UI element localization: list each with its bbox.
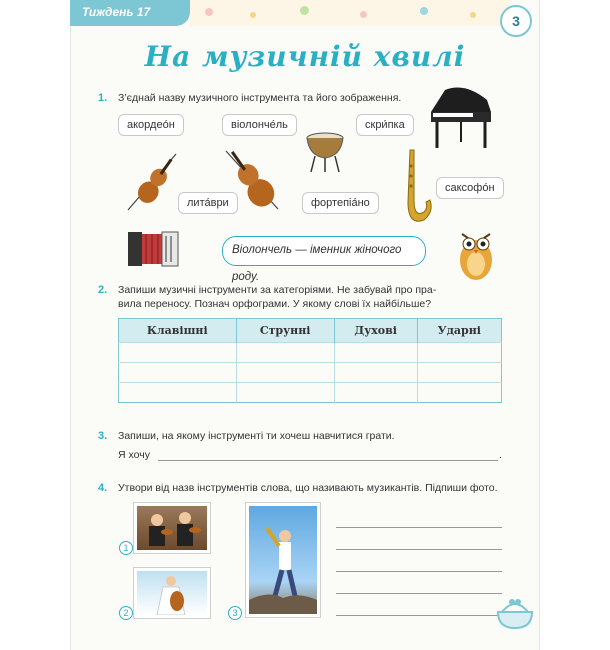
answer-line[interactable] bbox=[336, 562, 502, 572]
task2-number: 2. bbox=[98, 284, 108, 296]
table-header-row bbox=[119, 319, 502, 343]
violin-icon[interactable] bbox=[122, 150, 182, 214]
photo-saxophonist bbox=[246, 503, 320, 617]
word-piano[interactable]: фортепіа́но bbox=[302, 192, 379, 214]
table-cell[interactable] bbox=[119, 383, 237, 403]
table-cell[interactable] bbox=[236, 363, 334, 383]
decor-dot bbox=[360, 11, 367, 18]
page-title: На музичній хвилі bbox=[144, 40, 466, 73]
answer-line[interactable] bbox=[336, 540, 502, 550]
accordion-icon[interactable] bbox=[126, 226, 180, 270]
photo-label-3: 3 bbox=[228, 606, 242, 620]
word-violin[interactable]: скри́пка bbox=[356, 114, 414, 136]
answer-line[interactable] bbox=[336, 518, 502, 528]
word-cello[interactable]: віолонче́ль bbox=[222, 114, 297, 136]
category-table bbox=[118, 318, 502, 403]
table-cell[interactable] bbox=[236, 383, 334, 403]
timpani-icon[interactable] bbox=[303, 128, 347, 174]
photo-cellist bbox=[134, 568, 210, 618]
word-accordion[interactable]: акордеóн bbox=[118, 114, 184, 136]
purse-icon bbox=[492, 592, 538, 632]
decor-dot bbox=[250, 12, 256, 18]
cellist-illustration bbox=[137, 571, 207, 615]
col-strings: Струнні bbox=[236, 319, 334, 343]
page-number: 3 bbox=[500, 5, 532, 37]
violinists-illustration bbox=[137, 506, 207, 550]
col-percussion: Ударні bbox=[417, 319, 501, 343]
saxophonist-illustration bbox=[249, 506, 317, 614]
table-cell[interactable] bbox=[334, 343, 417, 363]
task4-text: Утвори від назв інструментів слова, що називають музикантів. Підпиши фото. bbox=[118, 482, 498, 494]
word-timpani[interactable]: лита́ври bbox=[178, 192, 238, 214]
table-cell[interactable] bbox=[417, 363, 501, 383]
table-cell[interactable] bbox=[236, 343, 334, 363]
photo-label-1: 1 bbox=[119, 541, 133, 555]
photo-violinists bbox=[134, 503, 210, 553]
saxophone-icon[interactable] bbox=[396, 146, 432, 226]
table-cell[interactable] bbox=[119, 343, 237, 363]
task3-prompt: Я хочу bbox=[118, 449, 150, 461]
table-cell[interactable] bbox=[334, 383, 417, 403]
col-keyboard: Клавішні bbox=[119, 319, 237, 343]
answer-line[interactable] bbox=[158, 448, 498, 461]
decor-dot bbox=[470, 12, 476, 18]
task1-number: 1. bbox=[98, 92, 108, 104]
table-cell[interactable] bbox=[119, 363, 237, 383]
task2-text-line1: Запиши музичні інструменти за категоріями. Не забувай про пра- bbox=[118, 284, 437, 296]
task3-text: Запиши, на якому інструменті ти хочеш навчитися грати. bbox=[118, 430, 395, 442]
task4-number: 4. bbox=[98, 482, 108, 494]
task3-end: . bbox=[499, 449, 502, 461]
col-wind: Духові bbox=[334, 319, 417, 343]
answer-line[interactable] bbox=[336, 584, 502, 594]
owl-icon bbox=[456, 224, 496, 284]
week-label: Тиждень 17 bbox=[82, 5, 151, 19]
table-row bbox=[119, 383, 502, 403]
task3-number: 3. bbox=[98, 430, 108, 442]
grammar-note: Віолончель — іменник жіночого роду. bbox=[222, 236, 426, 266]
table-cell[interactable] bbox=[417, 383, 501, 403]
photo-label-2: 2 bbox=[119, 606, 133, 620]
piano-icon[interactable] bbox=[425, 82, 497, 154]
task2-text-line2: вила переносу. Познач орфограми. У якому слові їх найбільше? bbox=[118, 298, 432, 310]
cello-icon[interactable] bbox=[222, 145, 286, 215]
decor-dot bbox=[300, 6, 309, 15]
decor-dot bbox=[420, 7, 428, 15]
answer-line[interactable] bbox=[336, 606, 502, 616]
decor-dot bbox=[205, 8, 213, 16]
table-row bbox=[119, 363, 502, 383]
table-cell[interactable] bbox=[417, 343, 501, 363]
table-cell[interactable] bbox=[334, 363, 417, 383]
table-row bbox=[119, 343, 502, 363]
header-band bbox=[190, 0, 510, 26]
word-saxophone[interactable]: саксофóн bbox=[436, 177, 504, 199]
task1-text: З’єднай назву музичного інструмента та його зображення. bbox=[118, 92, 402, 104]
